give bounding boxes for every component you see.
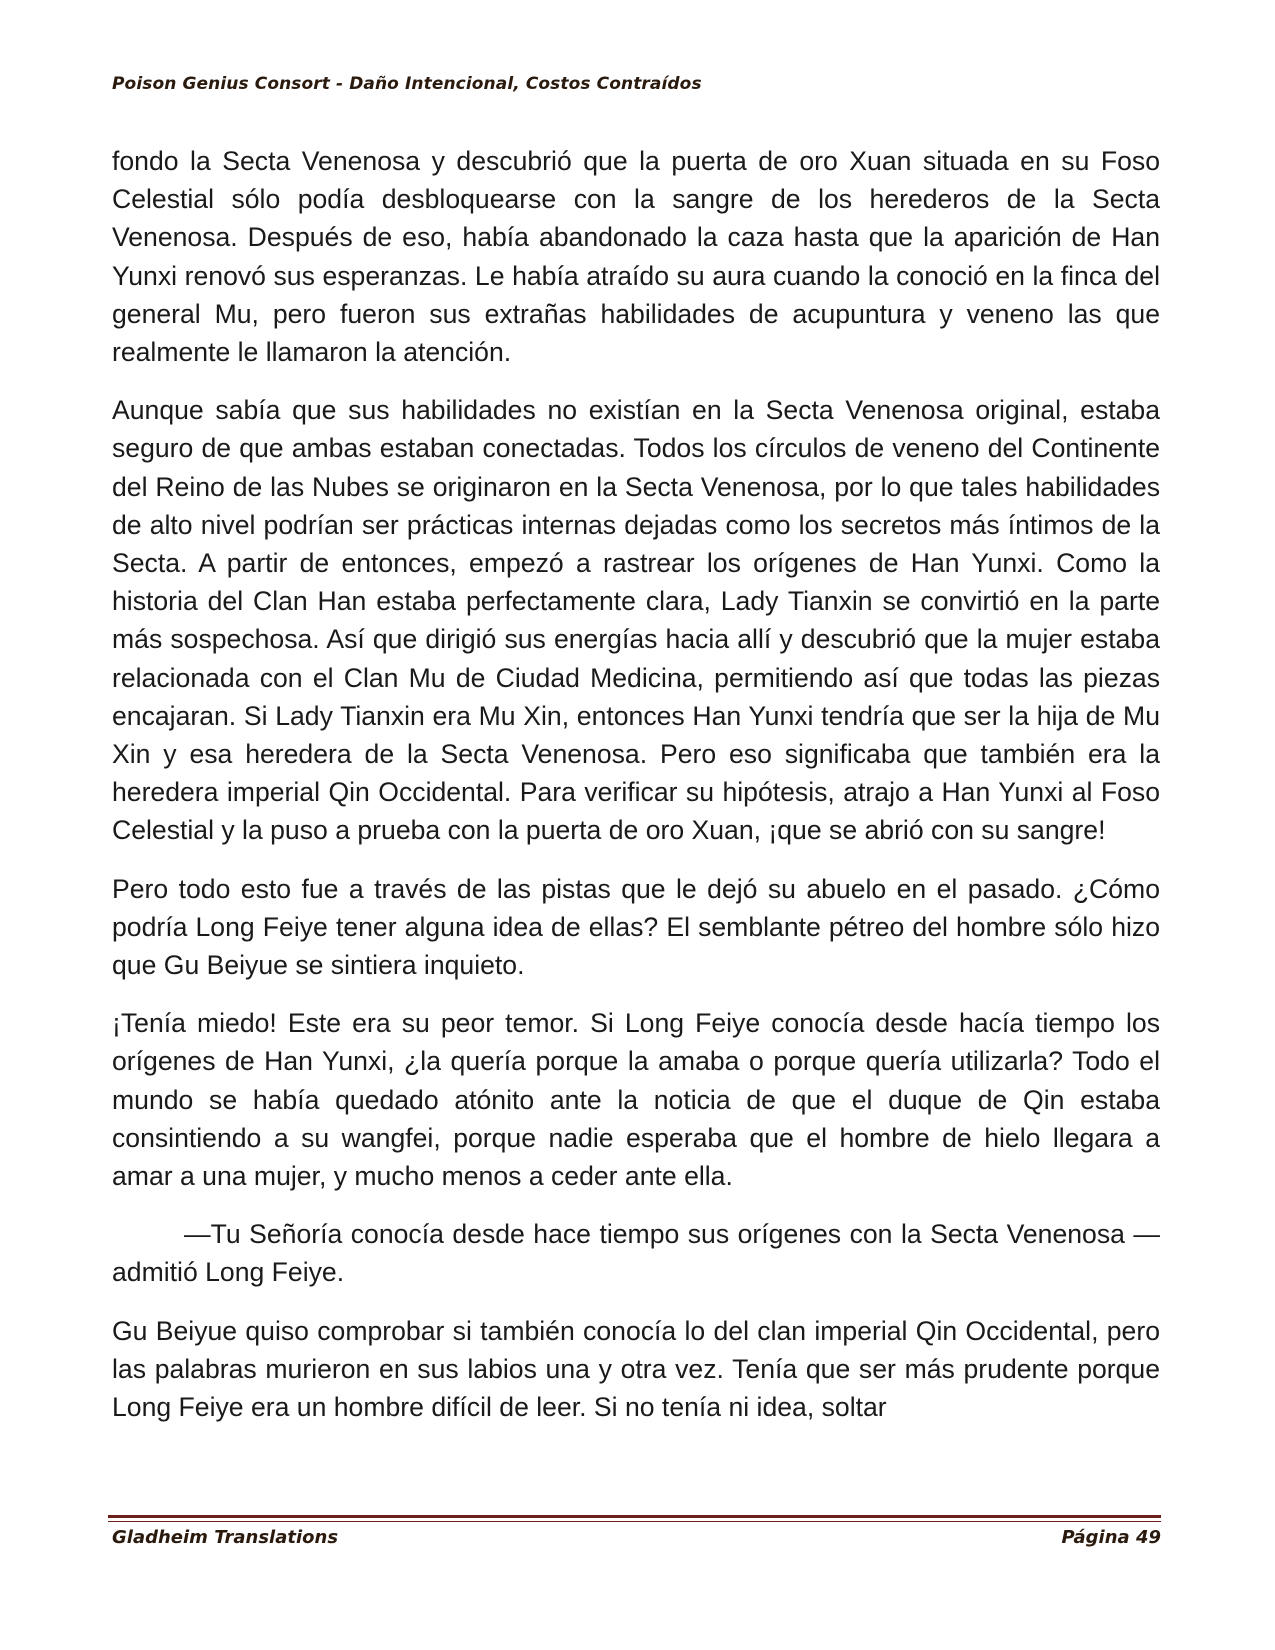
body-text (112, 142, 1160, 1446)
paragraph: fondo la Secta Venenosa y descubrió que la puerta de oro Xuan situada en su Foso Celestial sólo podía desbloquearse con la sangre de los herederos de la Secta Venenosa. Después de eso, había abandonado la caza hasta que la aparición de Han Yunxi renovó sus esperanzas. Le había atraído su aura cuando la conoció en la finca del general Mu, pero fueron sus extrañas habilidades de acupuntura y veneno las que realmente le llamaron la atención. (112, 146, 1160, 368)
paragraph: Aunque sabía que sus habilidades no existían en la Secta Venenosa original, estaba seguro de que ambas estaban conectadas. Todos los círculos de veneno del Continente del Reino de las Nubes se originaron en la Secta Venenosa, por lo que tales habilidades de alto nivel podrían ser prácticas internas dejadas como los secretos más íntimos de la Secta. A partir de entonces, empezó a rastrear los orígenes de Han Yunxi. Como la historia del Clan Han estaba perfectamente clara, Lady Tianxin se convirtió en la parte más sospechosa. Así que dirigió sus energías hacia allí y descubrió que la mujer estaba relacionada con el Clan Mu de Ciudad Medicina, permitiendo así que todas las piezas encajaran. Si Lady Tianxin era Mu Xin, entonces Han Yunxi tendría que ser la hija de Mu Xin y esa heredera de la Secta Venenosa. Pero eso significaba que también era la heredera imperial Qin Occidental. Para verificar su hipótesis, atrajo a Han Yunxi al Foso Celestial y la puso a prueba con la puerta de oro Xuan, ¡que se abrió con su sangre! (112, 395, 1160, 846)
footer-divider (108, 1515, 1161, 1518)
paragraph: ¡Tenía miedo! Este era su peor temor. Si Long Feiye conocía desde hacía tiempo los orígenes de Han Yunxi, ¿la quería porque la amaba o porque quería utilizarla? Todo el mundo se había quedado atónito ante la noticia de que el duque de Qin estaba consintiendo a su wangfei, porque nadie esperaba que el hombre de hielo llegara a amar a una mujer, y mucho menos a ceder ante ella. (112, 1008, 1160, 1192)
paragraph: Gu Beiyue quiso comprobar si también conocía lo del clan imperial Qin Occidental, pero las palabras murieron en sus labios una y otra vez. Tenía que ser más prudente porque Long Feiye era un hombre difícil de leer. Si no tenía ni idea, soltar (112, 1315, 1160, 1423)
footer-translator: Gladheim Translations (112, 1527, 339, 1548)
paragraph: Pero todo esto fue a través de las pistas que le dejó su abuelo en el pasado. ¿Cómo podría Long Feiye tener alguna idea de ellas? El semblante pétreo del hombre sólo hizo que Gu Beiyue se sintiera inquieto. (112, 873, 1160, 981)
footer-divider-thin (108, 1521, 1161, 1522)
dialogue-paragraph: —Tu Señoría conocía desde hace tiempo sus orígenes con la Secta Venenosa —admitió Long Feiye. (112, 1219, 1160, 1288)
footer-page-number: Página 49 (1061, 1527, 1161, 1548)
page-header-title: Poison Genius Consort - Daño Intencional, Costos Contraídos (112, 74, 702, 94)
